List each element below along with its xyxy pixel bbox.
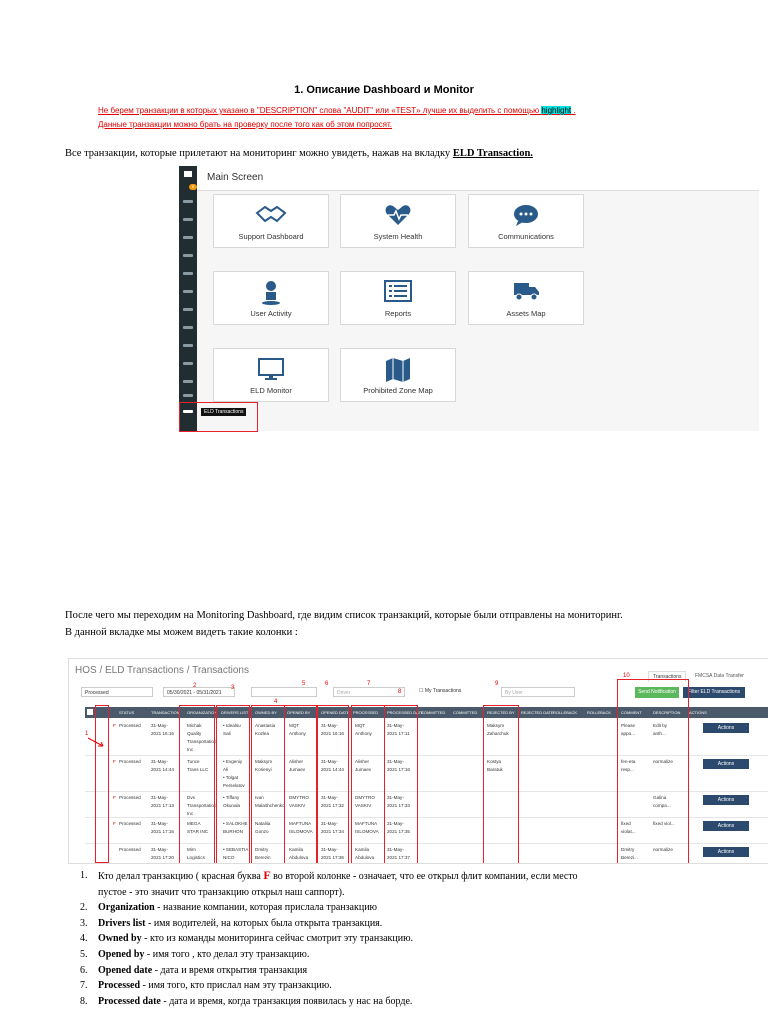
col-header: PROCESSED bbox=[353, 710, 379, 715]
cell-trans: 31-May- 2021 17:20 bbox=[151, 847, 174, 860]
para2-line2: В данной вкладке мы можем видеть такие колонки : bbox=[65, 627, 298, 638]
by-user-select[interactable]: By User bbox=[501, 687, 575, 697]
send-notification-button[interactable]: Send Notification bbox=[635, 687, 679, 698]
cell-drivers: • Tiffany Okunala bbox=[223, 795, 241, 808]
list-number: 6. bbox=[80, 964, 88, 976]
tab-transactions[interactable]: Transactions bbox=[648, 671, 686, 682]
cell-f: F bbox=[113, 795, 116, 800]
eld-transaction-link: ELD Transaction. bbox=[452, 148, 533, 159]
cell-status: Processed bbox=[119, 847, 141, 852]
sidebar-icon[interactable] bbox=[183, 200, 193, 203]
eld-transactions-highlight bbox=[179, 402, 258, 432]
f-column-highlight bbox=[95, 705, 109, 863]
list-term: Organization bbox=[98, 902, 155, 914]
cell-status: Processed bbox=[119, 821, 141, 826]
list-item bbox=[80, 900, 760, 916]
assets-map-tile[interactable] bbox=[468, 271, 584, 325]
column-number: 10 bbox=[623, 673, 630, 679]
list-text: - название компании, которая прислала транзакцию bbox=[154, 902, 378, 914]
cell-drivers: • Evgeniy Ali • Tolgat Perselatov bbox=[223, 759, 245, 788]
intro-paragraph bbox=[65, 148, 533, 159]
tile-label: Reports bbox=[384, 309, 412, 318]
tile-label: Assets Map bbox=[506, 309, 546, 318]
cell-opened: MAFTUNA ISLOMOVA bbox=[289, 821, 313, 834]
list-number: 7. bbox=[80, 980, 88, 992]
chat-icon bbox=[512, 203, 540, 227]
main-screen-screenshot bbox=[179, 166, 759, 431]
list-text: - имя водителей, на которых была открыта транзакция. bbox=[145, 917, 383, 929]
cell-opened: DMYTRO VASKIV bbox=[289, 795, 309, 808]
sidebar-icon[interactable] bbox=[183, 236, 193, 239]
column-number: 4 bbox=[274, 699, 278, 705]
list-term: Processed bbox=[98, 980, 141, 992]
column-description-list bbox=[80, 868, 760, 1009]
owned-column-highlight bbox=[251, 705, 285, 864]
list-number: 4. bbox=[80, 933, 88, 945]
sidebar-icon[interactable] bbox=[183, 308, 193, 311]
list-number: 8. bbox=[80, 995, 88, 1007]
list-text: - дата и время, когда транзакция появилась у нас на борде. bbox=[160, 995, 413, 1007]
cell-opened-date: 31-May- 2021 17:36 bbox=[321, 847, 344, 860]
date-range-input[interactable]: 05/30/2021 - 05/31/2021 bbox=[163, 687, 235, 697]
sidebar-icon[interactable] bbox=[183, 394, 193, 397]
tile-label: Prohibited Zone Map bbox=[363, 386, 433, 395]
cell-comment: Dmitry Berezi... bbox=[621, 847, 638, 860]
col-header: OWNED BY bbox=[255, 710, 277, 715]
list-term: Processed date bbox=[98, 995, 161, 1007]
list-item bbox=[80, 978, 760, 994]
list-term: Owned by bbox=[98, 933, 142, 945]
intro-text: Все транзакции, которые прилетают на мониторинг можно увидеть, нажав на вкладку bbox=[65, 148, 453, 159]
cell-opened-date: 31-May- 2021 17:34 bbox=[321, 821, 344, 834]
eld-transactions-tooltip: ELD Transactions bbox=[201, 408, 246, 416]
cell-trans: 31-May- 2021 17:13 bbox=[151, 795, 174, 808]
processed-date-column-highlight bbox=[384, 705, 418, 864]
notification-badge: 9 bbox=[189, 184, 197, 190]
warning-line-1 bbox=[98, 106, 576, 115]
tile-label: Support Dashboard bbox=[238, 232, 304, 241]
eld-monitor-tile[interactable] bbox=[213, 348, 329, 402]
cell-opened-date: 31-May- 2021 14:44 bbox=[321, 759, 344, 772]
sidebar bbox=[179, 166, 197, 431]
cell-owned: Ivan Malashchenko bbox=[255, 795, 285, 808]
col-header: PROCESSED DATE bbox=[387, 710, 424, 715]
tab-fmcsa[interactable]: FMCSA Data Transfer bbox=[695, 673, 744, 679]
col-header: REJECTED DATE bbox=[521, 710, 554, 715]
tile-label: Communications bbox=[498, 232, 554, 241]
cell-desc: Edit by anth... bbox=[653, 723, 668, 736]
my-transactions-label: My Transactions bbox=[424, 688, 462, 694]
warning-tail: . bbox=[571, 106, 576, 115]
cell-trans: 31-May- 2021 16:16 bbox=[151, 723, 174, 736]
rejected-column-highlight bbox=[483, 705, 519, 864]
list-text: - кто из команды мониторинга сейчас смотрит эту транзакцию. bbox=[141, 933, 414, 945]
cell-opened: Alisher Jumaev bbox=[289, 759, 306, 772]
sidebar-icon[interactable] bbox=[183, 380, 193, 383]
monitoring-dashboard-screenshot bbox=[68, 658, 768, 864]
cell-comment: fixed violat... bbox=[621, 821, 636, 834]
cell-opened: Kamila Abdulova bbox=[289, 847, 309, 860]
cell-rejected: Maksym Zaharchuk bbox=[487, 723, 509, 736]
list-term: Drivers list bbox=[98, 917, 146, 929]
cell-owned: Maksym Korienyi bbox=[255, 759, 273, 772]
column-number: 1 bbox=[85, 731, 89, 737]
col-header: COMMENT bbox=[621, 710, 642, 715]
col-header: OPENED DATE bbox=[321, 710, 350, 715]
column-number: 8 bbox=[398, 689, 402, 695]
list-item bbox=[80, 916, 760, 932]
warning-line-2: Данные транзакции можно брать на проверку после того как об этом попросят. bbox=[98, 120, 392, 129]
cell-drivers: • SEBASTIA NICO bbox=[223, 847, 249, 860]
my-transactions-checkbox[interactable]: ☐ My Transactions bbox=[419, 688, 462, 694]
user-activity-tile[interactable] bbox=[213, 271, 329, 325]
drivers-column-highlight bbox=[216, 705, 250, 864]
warning-text: Не берем транзакции в которых указано в "DESCRIPTION" слова "AUDIT" или «TEST» лучше их выделить с помощью bbox=[98, 106, 542, 115]
tile-label: User Activity bbox=[250, 309, 292, 318]
cell-drivers: • SALOKHE BURHON bbox=[223, 821, 248, 834]
list-item bbox=[80, 963, 760, 979]
cell-processed-date: 31-May- 2021 17:11 bbox=[387, 723, 410, 736]
cell-f: F bbox=[113, 723, 116, 728]
col-header: OPENED BY bbox=[287, 710, 311, 715]
list-number: 2. bbox=[80, 902, 88, 914]
cell-processed-date: 31-May- 2021 17:33 bbox=[387, 795, 410, 808]
cell-org: Dvs Transportation Inc bbox=[187, 795, 217, 816]
col-header: COMMITTED bbox=[453, 710, 478, 715]
col-header: TRANSACTION bbox=[151, 710, 180, 715]
actions-button[interactable]: Actions bbox=[703, 795, 749, 805]
filter-transactions-button[interactable]: Filter ELD Transactions bbox=[683, 687, 745, 698]
column-number: 6 bbox=[325, 681, 329, 687]
actions-button[interactable]: Actions bbox=[703, 759, 749, 769]
cell-status: Processed bbox=[119, 723, 141, 728]
col-header: DRIVERS LIST bbox=[221, 710, 249, 715]
system-health-tile[interactable] bbox=[340, 194, 456, 248]
driver-select[interactable]: Driver bbox=[333, 687, 405, 697]
cell-desc: normalize bbox=[653, 847, 673, 852]
list-text: пустое - это значит что транзакцию открыл наш саппорт). bbox=[98, 886, 345, 898]
cell-processed-date: 31-May- 2021 17:37 bbox=[387, 847, 410, 860]
handshake-icon bbox=[255, 203, 287, 225]
red-f-letter: F bbox=[263, 868, 271, 882]
opened-by-column-highlight bbox=[284, 705, 317, 864]
cell-opened-date: 31-May- 2021 17:32 bbox=[321, 795, 344, 808]
cell-processed: MAFTUNA ISLOMOVA bbox=[355, 821, 379, 834]
user-icon bbox=[259, 280, 283, 306]
list-item bbox=[80, 931, 760, 947]
list-number: 1. bbox=[80, 870, 88, 881]
cell-processed: Kamila Abdulova bbox=[355, 847, 375, 860]
cell-opened: MQT Anthony bbox=[289, 723, 306, 736]
list-item bbox=[80, 994, 760, 1010]
sidebar-icon[interactable] bbox=[183, 290, 193, 293]
actions-button[interactable]: Actions bbox=[703, 723, 749, 733]
cell-org: Michak Quality Transportation Inc bbox=[187, 723, 217, 752]
list-item bbox=[80, 885, 760, 901]
sidebar-icon[interactable] bbox=[183, 326, 193, 329]
list-item bbox=[80, 868, 760, 885]
support-dashboard-tile[interactable] bbox=[213, 194, 329, 248]
page-heading: 1. Описание Dashboard и Monitor bbox=[294, 84, 474, 96]
sidebar-icon[interactable] bbox=[183, 344, 193, 347]
breadcrumb: HOS / ELD Transactions / Transactions bbox=[75, 665, 249, 676]
cell-processed: Alisher Jumaev bbox=[355, 759, 372, 772]
select-all-checkbox[interactable] bbox=[87, 709, 93, 715]
cell-desc: Galina compa... bbox=[653, 795, 671, 808]
monitor-icon bbox=[257, 357, 285, 381]
cell-processed-date: 31-May- 2021 17:16 bbox=[387, 759, 410, 772]
cell-status: Processed bbox=[119, 795, 141, 800]
reports-tile[interactable] bbox=[340, 271, 456, 325]
truck-icon bbox=[512, 280, 540, 302]
list-number: 3. bbox=[80, 917, 88, 929]
home-icon bbox=[184, 171, 192, 177]
column-number: 2 bbox=[193, 683, 197, 689]
list-text: - имя того, кто прислал нам эту транзакцию. bbox=[140, 980, 332, 992]
highlight-word: highlight bbox=[541, 106, 572, 115]
list-term: Opened by bbox=[98, 948, 145, 960]
cell-trans: 31-May- 2021 14:44 bbox=[151, 759, 174, 772]
list-text: - дата и время открытия транзакция bbox=[152, 964, 308, 976]
owner-select[interactable] bbox=[251, 687, 317, 697]
cell-f: F bbox=[113, 759, 116, 764]
cell-comment: Please appo... bbox=[621, 723, 636, 736]
list-text: - имя того , кто делал эту транзакцию. bbox=[144, 948, 310, 960]
col-header: REJECTED BY bbox=[487, 710, 515, 715]
column-number: 5 bbox=[302, 681, 306, 687]
prohibited-zone-map-tile[interactable] bbox=[340, 348, 456, 402]
col-header: DESCRIPTION bbox=[653, 710, 681, 715]
column-number: 9 bbox=[495, 681, 499, 687]
col-header: ROLLEBACK bbox=[587, 710, 612, 715]
cell-opened-date: 31-May- 2021 16:16 bbox=[321, 723, 344, 736]
col-header: COMMITTED bbox=[421, 710, 446, 715]
comment-column-highlight bbox=[617, 679, 689, 864]
cell-processed: DMYTRO VASKIV bbox=[355, 795, 375, 808]
cell-trans: 31-May- 2021 17:16 bbox=[151, 821, 174, 834]
cell-drivers: • Idealsu Sali bbox=[223, 723, 241, 736]
cell-rejected: Kostya Baratuk bbox=[487, 759, 503, 772]
cell-org: MEGA STAR INC bbox=[187, 821, 209, 834]
actions-button[interactable]: Actions bbox=[703, 821, 749, 831]
sidebar-icon[interactable] bbox=[183, 362, 193, 365]
main-screen-title: Main Screen bbox=[207, 172, 264, 183]
column-number: 3 bbox=[231, 685, 235, 691]
tile-label: ELD Monitor bbox=[250, 386, 292, 395]
opened-date-column-highlight bbox=[317, 705, 349, 864]
list-text: Кто делал транзакцию ( красная буква bbox=[98, 871, 264, 882]
organization-column-highlight bbox=[179, 705, 218, 864]
actions-button[interactable]: Actions bbox=[703, 847, 749, 857]
cell-org: Tunce Trans LLC bbox=[187, 759, 209, 772]
processed-column-highlight bbox=[351, 705, 385, 864]
communications-tile[interactable] bbox=[468, 194, 584, 248]
list-number: 5. bbox=[80, 948, 88, 960]
sidebar-icon[interactable] bbox=[183, 218, 193, 221]
arrow-icon bbox=[87, 737, 107, 749]
tile-label: System Health bbox=[373, 232, 423, 241]
col-header: STATUS bbox=[119, 710, 135, 715]
heartbeat-icon bbox=[384, 203, 412, 227]
cell-owned: Dmitry Berezin bbox=[255, 847, 271, 860]
cell-owned: Anastasia Kozlea bbox=[255, 723, 276, 736]
map-icon bbox=[384, 357, 412, 383]
list-item bbox=[80, 947, 760, 963]
cell-f: F bbox=[113, 821, 116, 826]
column-number: 7 bbox=[367, 681, 371, 687]
status-select[interactable]: Processed bbox=[81, 687, 153, 697]
col-header: ACTIONS bbox=[689, 710, 707, 715]
list-text: во второй колонке - означает, что ее открыл флит компании, если место bbox=[270, 871, 578, 882]
sidebar-icon[interactable] bbox=[183, 254, 193, 257]
cell-desc: normalize bbox=[653, 759, 673, 764]
cell-desc: fixed viol... bbox=[653, 821, 675, 826]
para2-line1: После чего мы переходим на Monitoring Dashboard, где видим список транзакций, которые были отправлены на мониторинг. bbox=[65, 610, 623, 621]
cell-status: Processed bbox=[119, 759, 141, 764]
list-term: Opened date bbox=[98, 964, 153, 976]
cell-comment: fen-eta resp... bbox=[621, 759, 636, 772]
col-header: ROLLEBACK bbox=[553, 710, 578, 715]
main-screen-header bbox=[197, 166, 759, 191]
sidebar-icon[interactable] bbox=[183, 272, 193, 275]
cell-processed-date: 31-May- 2021 17:35 bbox=[387, 821, 410, 834]
cell-org: Mirn Logistics bbox=[187, 847, 205, 860]
cell-owned: Nataliia Gonzo bbox=[255, 821, 271, 834]
cell-processed: MQT Anthony bbox=[355, 723, 372, 736]
list-icon bbox=[384, 280, 412, 302]
col-header: ORGANIZATION bbox=[187, 710, 218, 715]
